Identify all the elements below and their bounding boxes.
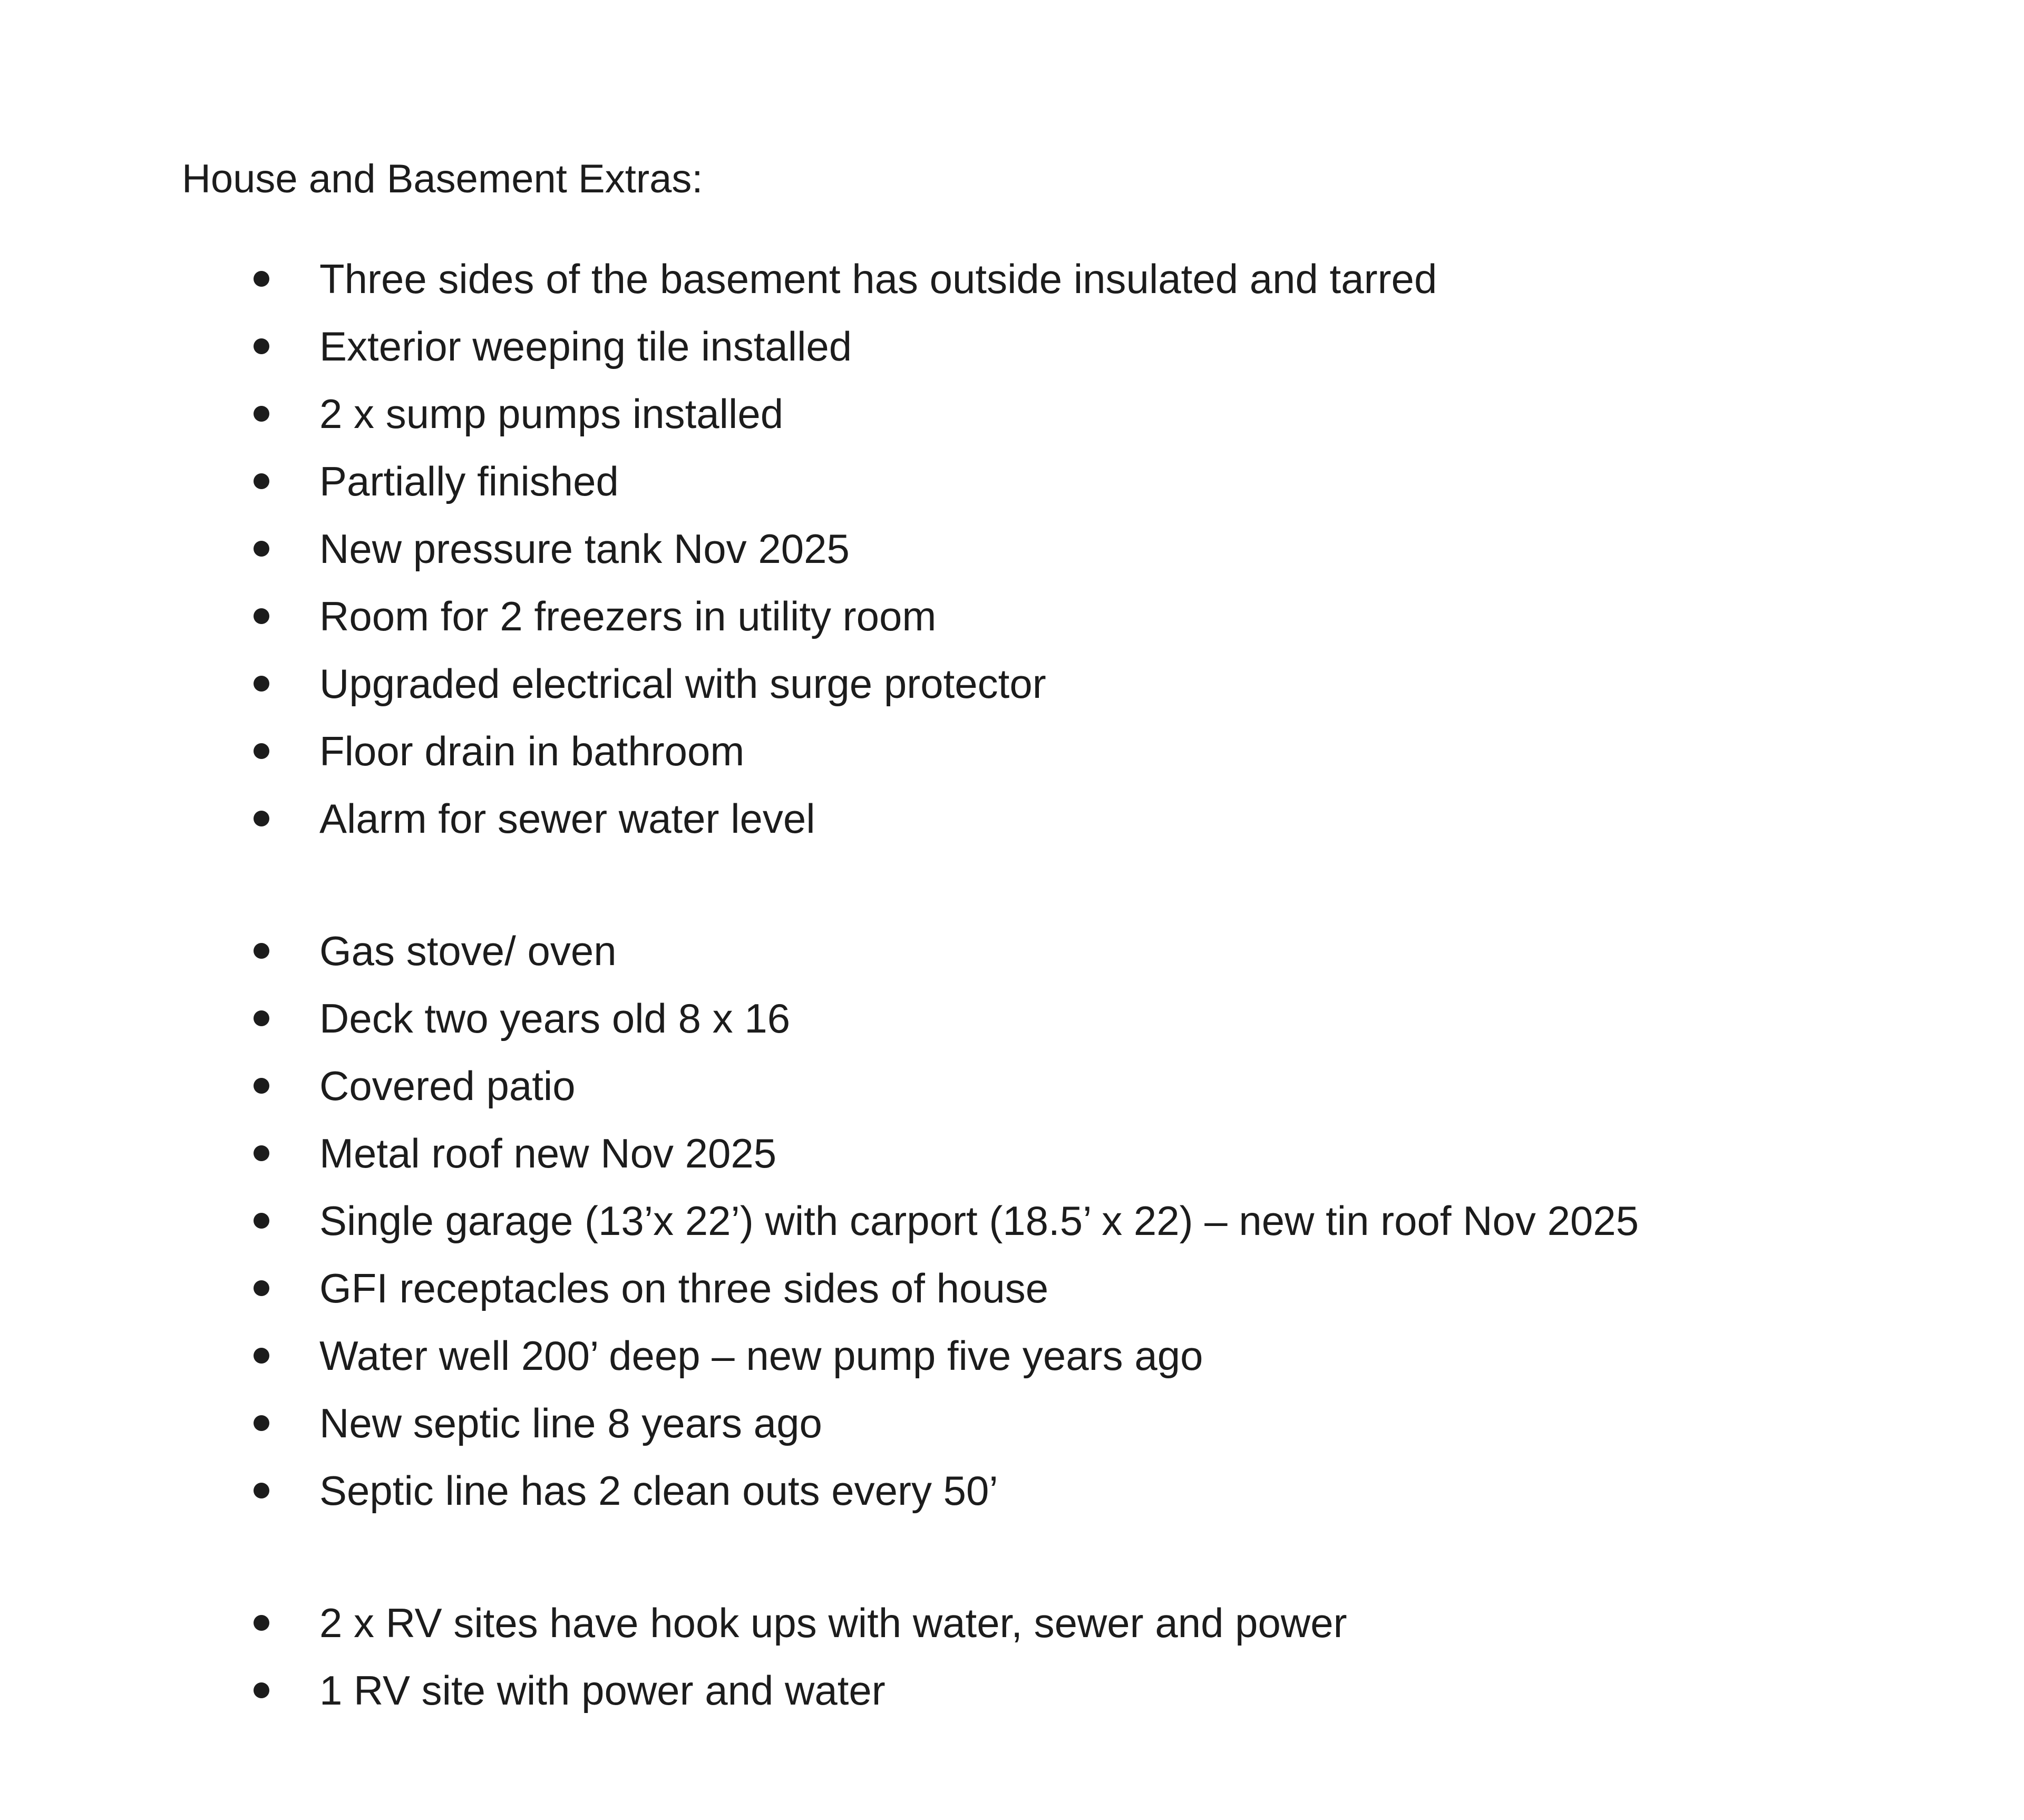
- bullet-icon: [254, 1213, 269, 1229]
- list-item-text: Water well 200’ deep – new pump five years ago: [319, 1332, 1203, 1379]
- bullet-icon: [254, 676, 269, 692]
- list-item-text: Deck two years old 8 x 16: [319, 995, 791, 1042]
- bullet-icon: [254, 943, 269, 959]
- list-item-text: 2 x sump pumps installed: [319, 391, 784, 437]
- list-item-text: Exterior weeping tile installed: [319, 323, 852, 369]
- list-item-text: Single garage (13’x 22’) with carport (18.5’ x 22) – new tin roof Nov 2025: [319, 1198, 1639, 1244]
- bullet-icon: [254, 1682, 269, 1698]
- list-item-text: Three sides of the basement has outside insulated and tarred: [319, 256, 1437, 302]
- bullet-icon: [254, 541, 269, 557]
- list-item-text: 1 RV site with power and water: [319, 1667, 886, 1714]
- bullet-icon: [254, 473, 269, 489]
- bullet-icon: [254, 1415, 269, 1431]
- list-item-text: Metal roof new Nov 2025: [319, 1130, 777, 1176]
- bullet-icon: [254, 1145, 269, 1161]
- bullet-icon: [254, 1010, 269, 1026]
- bullet-icon: [254, 1280, 269, 1296]
- bullet-icon: [254, 1348, 269, 1364]
- bullet-icon: [254, 1615, 269, 1631]
- bullet-icon: [254, 811, 269, 826]
- bullet-icon: [254, 338, 269, 354]
- bullet-icon: [254, 271, 269, 287]
- bullet-icon: [254, 608, 269, 624]
- list-item-text: Gas stove/ oven: [319, 928, 617, 974]
- list-item-text: GFI receptacles on three sides of house: [319, 1265, 1049, 1311]
- list-item-text: Upgraded electrical with surge protector: [319, 660, 1046, 707]
- bullet-icon: [254, 1078, 269, 1094]
- list-item-text: New pressure tank Nov 2025: [319, 525, 850, 572]
- list-item-text: 2 x RV sites have hook ups with water, sewer and power: [319, 1600, 1347, 1646]
- bullet-icon: [254, 1483, 269, 1498]
- list-item-text: Alarm for sewer water level: [319, 795, 815, 842]
- list-item-text: Room for 2 freezers in utility room: [319, 593, 937, 639]
- bullet-icon: [254, 743, 269, 759]
- list-item-text: New septic line 8 years ago: [319, 1400, 822, 1446]
- list-item-text: Partially finished: [319, 458, 619, 504]
- list-item-text: Covered patio: [319, 1063, 576, 1109]
- list-item-text: Floor drain in bathroom: [319, 728, 745, 774]
- list-item-text: Septic line has 2 clean outs every 50’: [319, 1467, 998, 1514]
- bullet-icon: [254, 406, 269, 422]
- document-heading: House and Basement Extras:: [182, 157, 703, 201]
